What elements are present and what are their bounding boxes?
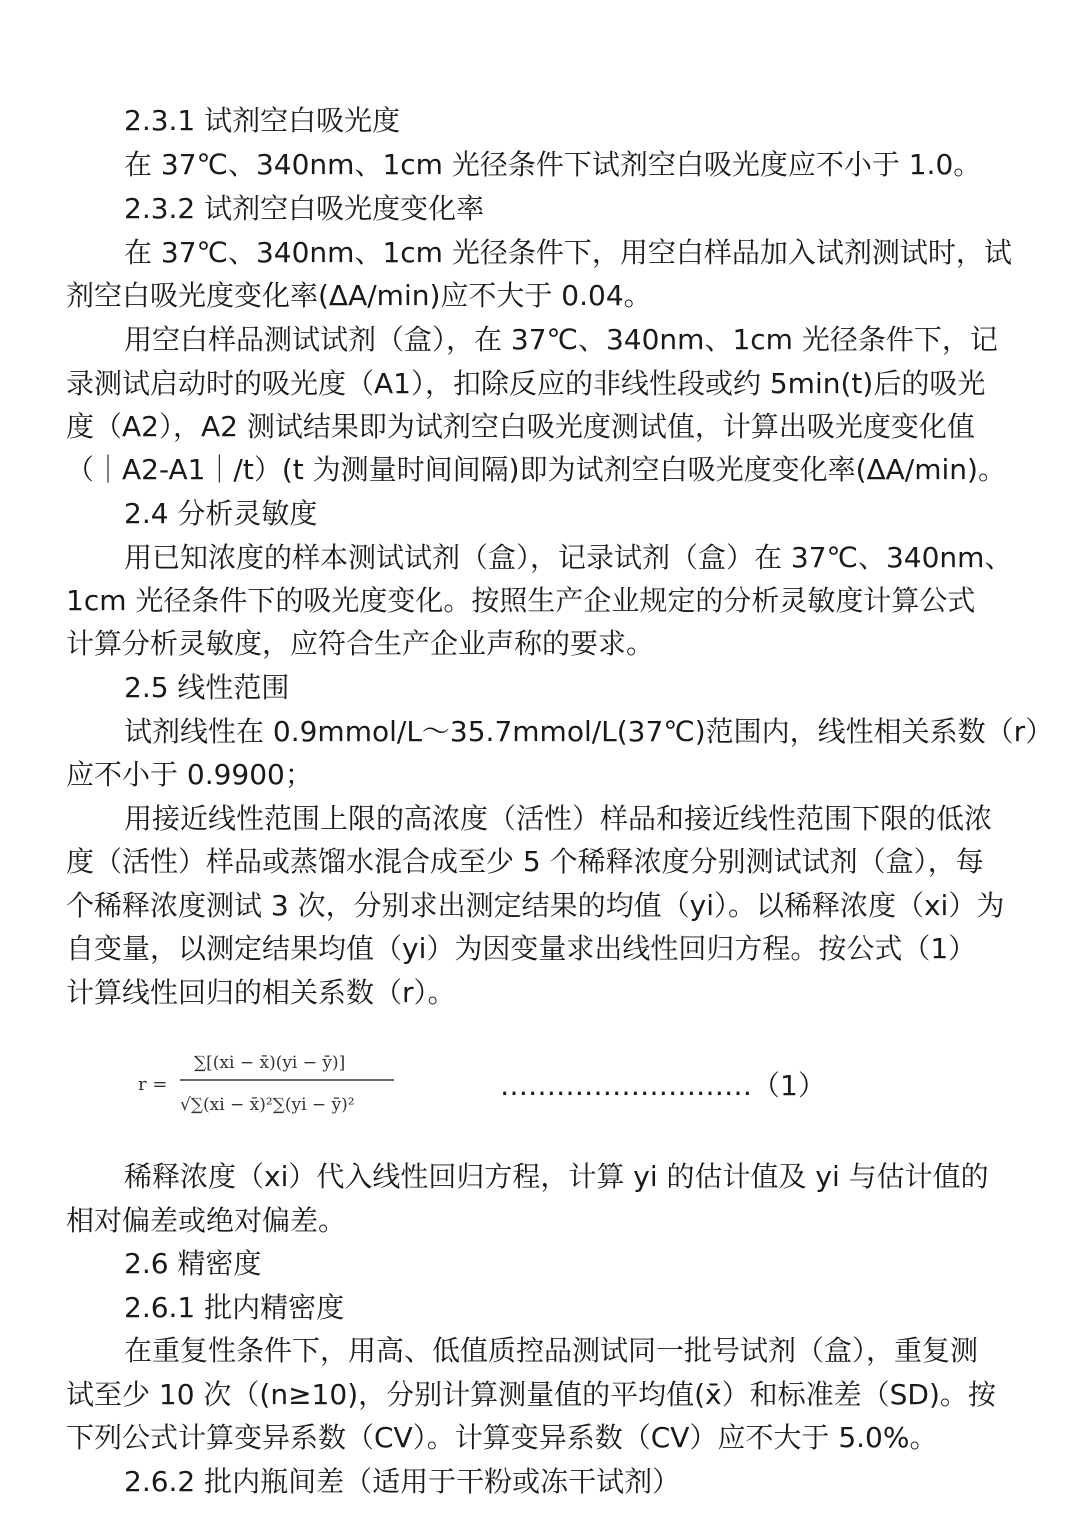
text-line: 用接近线性范围上限的高浓度（活性）样品和接近线性范围下限的低浓 bbox=[124, 802, 993, 835]
formula-number: ………………………（1） bbox=[500, 1069, 826, 1102]
text-line: 2.3.1 试剂空白吸光度 bbox=[124, 104, 401, 137]
section-heading: 2.6.1 批内精密度 bbox=[124, 1291, 345, 1324]
formula-numerator: ∑[(xi − x̄)(yi − ȳ)] bbox=[194, 1053, 346, 1073]
text-line: 在 37℃、340nm、1cm 光径条件下试剂空白吸光度应不小于 1.0。 bbox=[124, 148, 982, 181]
text-line: 试至少 10 次（(n≥10)，分别计算测量值的平均值(x̄）和标准差（SD)。按 bbox=[66, 1378, 996, 1411]
section-heading: 2.4 分析灵敏度 bbox=[124, 497, 318, 530]
section-heading: 2.6.2 批内瓶间差（适用于干粉或冻干试剂） bbox=[124, 1465, 681, 1498]
text-line: 用已知浓度的样本测试试剂（盒），记录试剂（盒）在 37℃、340nm、 bbox=[124, 541, 1013, 574]
section-heading: 2.5 线性范围 bbox=[124, 671, 290, 704]
text-line: （｜A2-A1｜/t）(t 为测量时间间隔)即为试剂空白吸光度变化率(ΔA/min)。 bbox=[66, 453, 1006, 486]
text-line: 度（活性）样品或蒸馏水混合成至少 5 个稀释浓度分别测试试剂（盒），每 bbox=[66, 845, 984, 878]
text-line: 在重复性条件下，用高、低值质控品测试同一批号试剂（盒），重复测 bbox=[124, 1334, 979, 1367]
text-line: 试剂线性在 0.9mmol/L～35.7mmol/L(37℃)范围内，线性相关系数（r） bbox=[124, 715, 1054, 748]
section-heading: 2.6 精密度 bbox=[124, 1247, 262, 1280]
text-line: 稀释浓度（xi）代入线性回归方程，计算 yi 的估计值及 yi 与估计值的 bbox=[124, 1160, 989, 1193]
text-line: 在 37℃、340nm、1cm 光径条件下，用空白样品加入试剂测试时，试 bbox=[124, 236, 1012, 269]
text-line: 剂空白吸光度变化率(ΔA/min)应不大于 0.04。 bbox=[66, 279, 652, 312]
text-line: 下列公式计算变异系数（CV）。计算变异系数（CV）应不大于 5.0%。 bbox=[66, 1421, 938, 1454]
text-line: 用空白样品测试试剂（盒），在 37℃、340nm、1cm 光径条件下，记 bbox=[124, 323, 998, 356]
formula-denominator: √∑(xi − x̄)²∑(yi − ȳ)² bbox=[180, 1095, 355, 1115]
text-line: 度（A2），A2 测试结果即为试剂空白吸光度测试值，计算出吸光度变化值 bbox=[66, 410, 975, 443]
text-line: 2.3.2 试剂空白吸光度变化率 bbox=[124, 192, 485, 225]
text-line: 计算线性回归的相关系数（r）。 bbox=[66, 976, 456, 1009]
text-line: 1cm 光径条件下的吸光度变化。按照生产企业规定的分析灵敏度计算公式 bbox=[66, 584, 976, 617]
text-line: 相对偏差或绝对偏差。 bbox=[66, 1204, 347, 1237]
text-line: 个稀释浓度测试 3 次，分别求出测定结果的均值（yi）。以稀释浓度（xi）为 bbox=[66, 889, 1005, 922]
text-line: 计算分析灵敏度，应符合生产企业声称的要求。 bbox=[66, 627, 655, 660]
correlation-formula bbox=[132, 1040, 432, 1130]
text-line: 录测试启动时的吸光度（A1），扣除反应的非线性段或约 5min(t)后的吸光 bbox=[66, 367, 986, 400]
text-line: 应不小于 0.9900； bbox=[66, 758, 313, 791]
formula-lhs: r = bbox=[138, 1074, 168, 1095]
text-line: 自变量，以测定结果均值（yi）为因变量求出线性回归方程。按公式（1） bbox=[66, 932, 977, 965]
